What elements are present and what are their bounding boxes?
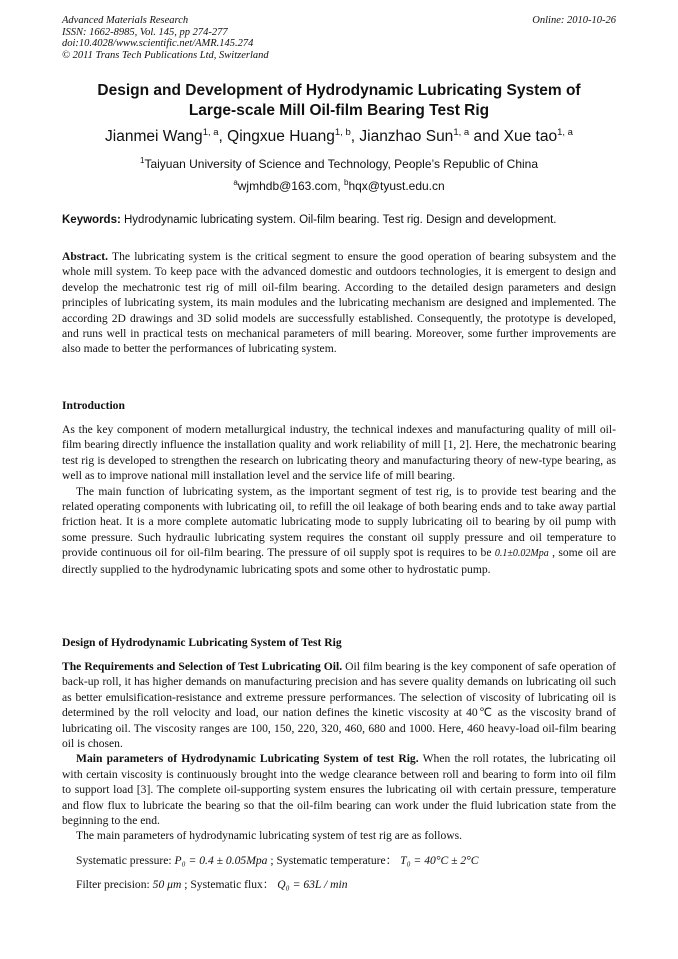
email-b: hqx@tyust.edu.cn bbox=[348, 179, 445, 193]
email-sup-a: a bbox=[233, 178, 238, 187]
author-and: and bbox=[469, 128, 504, 145]
temperature-label: ; Systematic temperature： bbox=[267, 854, 401, 867]
author-sup: 1, a bbox=[557, 127, 573, 138]
journal-header bbox=[62, 15, 269, 61]
introduction-body bbox=[62, 422, 616, 577]
requirements-text: Oil film bearing is the key component of safe operation of back-up roll, it has higher demands on manufacturing precision and has severe quality demands on lubricating oil such as better emulsification-resistance and extreme pressure performances. The selection of viscosity of lubricating oil is determined by the roll velocity and load, our nation defines the kinetic viscosity at 40℃ as the viscosity brand of lubricating oil. The viscosity ranges are 100, 150, 220, 320, 460, 680 and 1000. Here, 460 heavy-load oil-film bearing oil is chosen. bbox=[62, 660, 616, 751]
author-sup: 1, a bbox=[202, 127, 219, 138]
intro-p2-text: The main function of lubricating system, as the important segment of test rig, is to provide test bearing and the related operating components with lubricating oil, to refill the oil leakage of both bearing ends and to take away partial friction heat. It is a more complete automatic lubricating mode to supply lubricating oil to bearing by oil pump with some pressure. Such hydraulic lubricating system requires the constant oil supply pressure and oil temperature to provide continuous oil for oil-film bearing. The pressure of oil supply spot is requires to be bbox=[62, 484, 616, 560]
design-body bbox=[62, 659, 616, 844]
affiliation-text: Taiyuan University of Science and Technology, People’s Republic of China bbox=[144, 157, 539, 171]
flux-label: ; Systematic flux： bbox=[181, 878, 278, 891]
intro-p2-tail: , some oil are directly supplied to the hydrodynamic lubricating spots and some other to hydrostatic pump. bbox=[62, 546, 616, 576]
online-date: Online: 2010-10-26 bbox=[532, 15, 616, 26]
pressure-formula: 0.1±0.02Mpa bbox=[494, 548, 549, 560]
formula-line-2 bbox=[76, 876, 348, 892]
author-sup: 1, b bbox=[334, 127, 351, 138]
intro-paragraph-1: As the key component of modern metallurgical industry, the technical indexes and manufacturing quality of mill oil-film bearing directly influence the installation quality and work reliability of mill [1, 2]. Here, the mechatronic bearing test rig is developed to strengthen the research on lubricating theory and manufacturing theory of new-type bearing, as well as to improve national mill installation level and the service life of mill bearing. bbox=[62, 423, 616, 483]
intro-paragraph-2 bbox=[62, 484, 616, 577]
abstract-label: Abstract. bbox=[62, 250, 109, 263]
design-paragraph-3: The main parameters of hydrodynamic lubricating system of test rig are as follows. bbox=[76, 829, 463, 843]
abstract bbox=[62, 249, 616, 357]
copyright: © 2011 Trans Tech Publications Ltd, Switzerland bbox=[62, 49, 269, 61]
author-list: Jianmei Wang$^{1, a}$, Qingxue Huang$^{1, b}$, Jianzhao Sun$^{1, a}$ and Xue tao$^{1, a}$ bbox=[105, 127, 573, 145]
design-paragraph-1 bbox=[62, 659, 616, 751]
design-paragraph-2 bbox=[62, 751, 616, 828]
author-name: Qingxue Huang bbox=[227, 128, 335, 145]
affiliation bbox=[62, 156, 616, 171]
keywords-text: Hydrodynamic lubricating system. Oil-film bearing. Test rig. Design and development. bbox=[120, 214, 557, 226]
title-line-1: Design and Development of Hydrodynamic Lubricating System of bbox=[97, 82, 581, 99]
author-sup: 1, a bbox=[453, 127, 470, 138]
author-name: Jianmei Wang bbox=[105, 128, 203, 145]
design-heading: Design of Hydrodynamic Lubricating System of Test Rig bbox=[62, 636, 342, 649]
affiliation-sup: 1 bbox=[139, 156, 145, 165]
filter-value: 50 μm bbox=[152, 878, 182, 891]
keywords-label: Keywords: bbox=[62, 214, 121, 226]
issn: ISSN: 1662-8985, Vol. 145, pp 274-277 bbox=[62, 26, 228, 38]
introduction-heading: Introduction bbox=[62, 399, 125, 412]
flux-value: Q₀ = 63L / min bbox=[277, 878, 348, 891]
email-line bbox=[62, 178, 616, 193]
filter-label: Filter precision: bbox=[76, 878, 153, 891]
doi: doi:10.4028/www.scientific.net/AMR.145.274 bbox=[62, 38, 254, 50]
title-line-2: Large-scale Mill Oil-film Bearing Test Rig bbox=[188, 102, 490, 119]
parameters-text: When the roll rotates, the lubricating oil with certain viscosity is continuously brought into the wedge clearance between roll and bearing to form into oil film to support load [3]. The complete oil-supporting system ensures the lubricating oil with certain pressure, temperature and flow flux to lubricate the bearing so that the oil-film bearing can work under the fluid lubrication state from the beginning to the end. bbox=[62, 752, 616, 828]
pressure-value: P₀ = 0.4 ± 0.05Mpa bbox=[174, 854, 268, 867]
pressure-label: Systematic pressure: bbox=[76, 854, 175, 867]
abstract-text: The lubricating system is the critical segment to ensure the good operation of bearing subsystem and the whole mill system. To keep pace with the advanced domestic and outdoors technologies, it is emergent to design and develop the mechatronic test rig of mill oil-film bearing. According to the detailed design parameters and design principles of lubricating system, its main modules and the lubricating mechanism are designed and implemented. The according 2D drawings and 3D solid models are successfully established. Consequently, the prototype is developed, and runs well in practical tests on mechanical parameters of mill bearing. Moreover, some further improvements are also made to better the performances of lubricating system. bbox=[62, 250, 616, 356]
paper-title bbox=[62, 81, 616, 121]
author-name: Xue tao bbox=[503, 128, 558, 145]
keywords bbox=[62, 214, 616, 226]
formula-line-1 bbox=[76, 852, 479, 868]
journal-name: Advanced Materials Research bbox=[62, 15, 189, 26]
temperature-value: T₀ = 40°C ± 2°C bbox=[400, 854, 479, 867]
author-name: Jianzhao Sun bbox=[359, 128, 454, 145]
email-sup-b: b bbox=[344, 178, 349, 187]
email-a: wjmhdb@163.com, bbox=[237, 179, 344, 193]
requirements-label: The Requirements and Selection of Test Lubricating Oil. bbox=[62, 660, 343, 673]
parameters-label: Main parameters of Hydrodynamic Lubricating System of test Rig. bbox=[76, 752, 419, 766]
